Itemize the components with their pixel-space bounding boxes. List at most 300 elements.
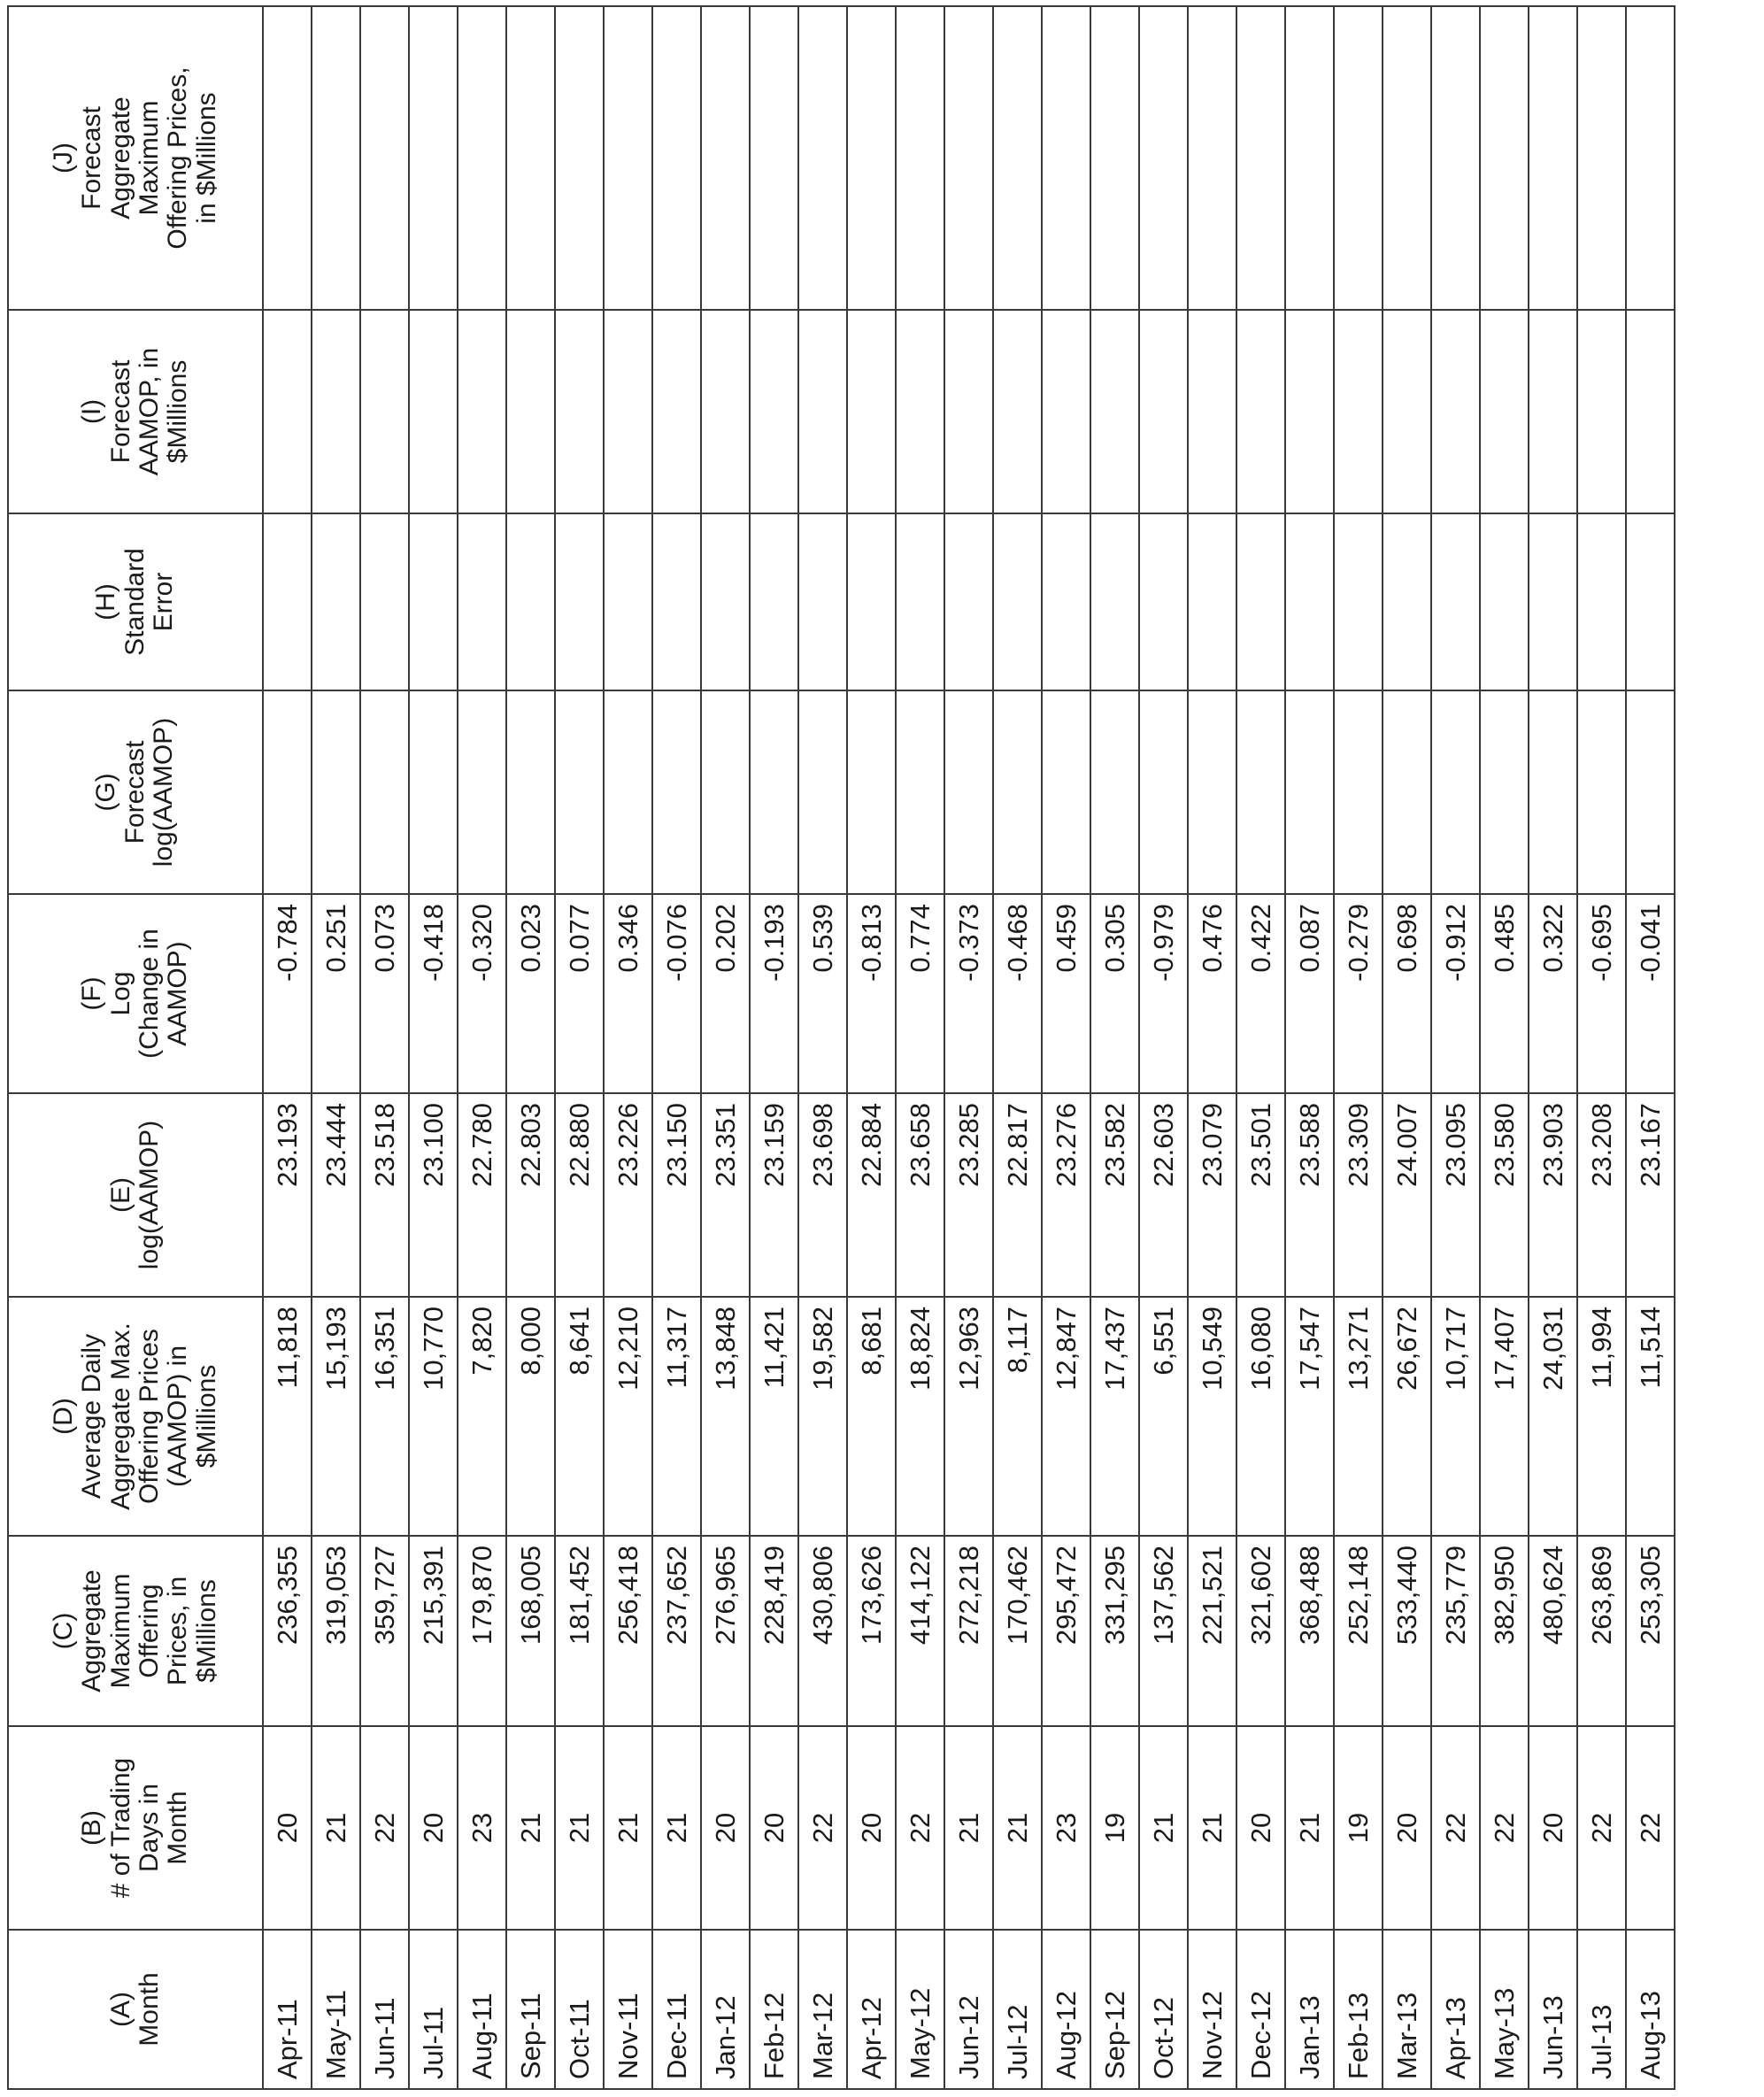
cell-amop: 256,418: [604, 1536, 652, 1726]
cell-log: 23.580: [1480, 1093, 1529, 1297]
cell-change: 0.305: [1090, 894, 1139, 1093]
cell-month: Oct-11: [555, 1930, 604, 2089]
cell-empty: [1626, 310, 1675, 513]
cell-aamop: 11,514: [1626, 1297, 1675, 1536]
table-row: [1090, 6, 1139, 2089]
cell-aamop: 17,547: [1285, 1297, 1334, 1536]
cell-empty: [750, 310, 798, 513]
cell-empty: [652, 513, 701, 690]
cell-log: 23.351: [701, 1093, 750, 1297]
cell-empty: [896, 6, 944, 310]
cell-aamop: 10,717: [1431, 1297, 1480, 1536]
table-row: [1285, 6, 1334, 2089]
cell-empty: [750, 690, 798, 894]
cell-empty: [1042, 6, 1090, 310]
cell-empty: [701, 6, 750, 310]
cell-empty: [1383, 310, 1431, 513]
cell-aamop: 7,820: [458, 1297, 506, 1536]
cell-change: 0.023: [506, 894, 555, 1093]
cell-change: -0.912: [1431, 894, 1480, 1093]
table-row: [1529, 6, 1577, 2089]
cell-month: Jan-12: [701, 1930, 750, 2089]
cell-aamop: 26,672: [1383, 1297, 1431, 1536]
cell-amop: 480,624: [1529, 1536, 1577, 1726]
cell-log: 23.444: [312, 1093, 360, 1297]
cell-empty: [652, 690, 701, 894]
table-row: [993, 6, 1042, 2089]
cell-empty: [312, 690, 360, 894]
cell-empty: [1431, 6, 1480, 310]
table-row: [1383, 6, 1431, 2089]
cell-log: 23.501: [1236, 1093, 1285, 1297]
cell-empty: [1383, 6, 1431, 310]
cell-log: 23.698: [798, 1093, 847, 1297]
cell-log: 23.285: [944, 1093, 993, 1297]
cell-aamop: 6,551: [1139, 1297, 1188, 1536]
cell-log: 22.817: [993, 1093, 1042, 1297]
cell-month: Dec-12: [1236, 1930, 1285, 2089]
cell-month: Feb-13: [1334, 1930, 1383, 2089]
table-row: [360, 6, 409, 2089]
cell-empty: [458, 513, 506, 690]
cell-empty: [1236, 310, 1285, 513]
cell-empty: [944, 690, 993, 894]
cell-empty: [993, 513, 1042, 690]
cell-empty: [1285, 310, 1334, 513]
cell-change: -0.784: [263, 894, 312, 1093]
cell-empty: [1236, 513, 1285, 690]
cell-empty: [798, 513, 847, 690]
cell-amop: 359,727: [360, 1536, 409, 1726]
cell-empty: [1529, 6, 1577, 310]
cell-days: 21: [312, 1726, 360, 1930]
table-row: [1431, 6, 1480, 2089]
cell-empty: [604, 6, 652, 310]
cell-aamop: 8,000: [506, 1297, 555, 1536]
cell-change: -0.076: [652, 894, 701, 1093]
cell-days: 22: [360, 1726, 409, 1930]
column-header-aamop: (D) Average Daily Aggregate Max. Offering Prices (AAMOP) in $Millions: [8, 1297, 263, 1536]
cell-empty: [1188, 690, 1236, 894]
cell-empty: [263, 513, 312, 690]
cell-aamop: 8,117: [993, 1297, 1042, 1536]
cell-empty: [1334, 310, 1383, 513]
cell-log: 23.276: [1042, 1093, 1090, 1297]
cell-empty: [847, 310, 896, 513]
column-header-forecast-log: (G) Forecast log(AAMOP): [8, 690, 263, 894]
cell-days: 20: [1236, 1726, 1285, 1930]
cell-empty: [604, 690, 652, 894]
cell-change: -0.979: [1139, 894, 1188, 1093]
cell-empty: [1334, 690, 1383, 894]
cell-change: 0.087: [1285, 894, 1334, 1093]
table-row: [1042, 6, 1090, 2089]
cell-empty: [1139, 690, 1188, 894]
cell-amop: 331,295: [1090, 1536, 1139, 1726]
cell-aamop: 17,437: [1090, 1297, 1139, 1536]
cell-aamop: 13,848: [701, 1297, 750, 1536]
cell-amop: 295,472: [1042, 1536, 1090, 1726]
cell-days: 21: [506, 1726, 555, 1930]
cell-amop: 253,305: [1626, 1536, 1675, 1726]
cell-change: 0.422: [1236, 894, 1285, 1093]
cell-empty: [555, 6, 604, 310]
cell-amop: 252,148: [1334, 1536, 1383, 1726]
table-row: [701, 6, 750, 2089]
table-row: [409, 6, 458, 2089]
cell-empty: [652, 310, 701, 513]
cell-month: Feb-12: [750, 1930, 798, 2089]
cell-empty: [409, 6, 458, 310]
cell-empty: [604, 310, 652, 513]
cell-amop: 215,391: [409, 1536, 458, 1726]
cell-empty: [1480, 310, 1529, 513]
cell-change: 0.774: [896, 894, 944, 1093]
cell-month: Nov-11: [604, 1930, 652, 2089]
cell-empty: [798, 6, 847, 310]
cell-log: 23.518: [360, 1093, 409, 1297]
column-header-trading-days: (B) # of Trading Days in Month: [8, 1726, 263, 1930]
cell-month: Apr-13: [1431, 1930, 1480, 2089]
table-row: [1480, 6, 1529, 2089]
cell-aamop: 15,193: [312, 1297, 360, 1536]
table-row: [1626, 6, 1675, 2089]
cell-log: 22.880: [555, 1093, 604, 1297]
cell-month: Aug-13: [1626, 1930, 1675, 2089]
cell-days: 21: [1285, 1726, 1334, 1930]
cell-month: Aug-12: [1042, 1930, 1090, 2089]
cell-empty: [1529, 690, 1577, 894]
cell-empty: [1188, 310, 1236, 513]
cell-empty: [1139, 513, 1188, 690]
cell-month: Jun-12: [944, 1930, 993, 2089]
cell-log: 23.309: [1334, 1093, 1383, 1297]
cell-empty: [1090, 310, 1139, 513]
cell-days: 21: [944, 1726, 993, 1930]
cell-empty: [409, 690, 458, 894]
cell-empty: [409, 513, 458, 690]
cell-empty: [1431, 310, 1480, 513]
table-row: [896, 6, 944, 2089]
cell-month: Sep-12: [1090, 1930, 1139, 2089]
cell-days: 23: [1042, 1726, 1090, 1930]
cell-empty: [312, 6, 360, 310]
cell-empty: [701, 690, 750, 894]
cell-empty: [1139, 6, 1188, 310]
table-row: [750, 6, 798, 2089]
cell-month: May-11: [312, 1930, 360, 2089]
cell-empty: [555, 690, 604, 894]
cell-days: 21: [555, 1726, 604, 1930]
cell-aamop: 18,824: [896, 1297, 944, 1536]
cell-empty: [1577, 6, 1626, 310]
cell-empty: [1480, 513, 1529, 690]
cell-empty: [1577, 690, 1626, 894]
cell-empty: [1285, 690, 1334, 894]
cell-change: 0.251: [312, 894, 360, 1093]
column-header-aggregate-max-offering: (C) Aggregate Maximum Offering Prices, in $Millions: [8, 1536, 263, 1726]
table-row: [555, 6, 604, 2089]
column-header-standard-error: (H) Standard Error: [8, 513, 263, 690]
cell-empty: [652, 6, 701, 310]
cell-empty: [798, 310, 847, 513]
cell-empty: [993, 310, 1042, 513]
table-row: [944, 6, 993, 2089]
cell-empty: [1577, 513, 1626, 690]
cell-amop: 263,869: [1577, 1536, 1626, 1726]
cell-empty: [896, 310, 944, 513]
cell-days: 22: [1626, 1726, 1675, 1930]
header-row: [8, 6, 263, 2089]
cell-month: Dec-11: [652, 1930, 701, 2089]
cell-change: 0.073: [360, 894, 409, 1093]
cell-amop: 321,602: [1236, 1536, 1285, 1726]
cell-amop: 276,965: [701, 1536, 750, 1726]
cell-empty: [701, 310, 750, 513]
cell-log: 22.803: [506, 1093, 555, 1297]
cell-empty: [1480, 690, 1529, 894]
cell-empty: [944, 513, 993, 690]
table-row: [1236, 6, 1285, 2089]
cell-month: Jul-12: [993, 1930, 1042, 2089]
cell-month: Jun-13: [1529, 1930, 1577, 2089]
cell-empty: [1042, 310, 1090, 513]
cell-change: 0.077: [555, 894, 604, 1093]
cell-month: Jun-11: [360, 1930, 409, 2089]
cell-empty: [506, 6, 555, 310]
cell-days: 20: [701, 1726, 750, 1930]
cell-days: 22: [1577, 1726, 1626, 1930]
table-row: [458, 6, 506, 2089]
cell-change: 0.202: [701, 894, 750, 1093]
cell-empty: [750, 513, 798, 690]
cell-amop: 236,355: [263, 1536, 312, 1726]
cell-aamop: 16,080: [1236, 1297, 1285, 1536]
cell-month: Mar-12: [798, 1930, 847, 2089]
aamop-table: [7, 5, 1675, 2090]
cell-empty: [458, 690, 506, 894]
cell-log: 23.159: [750, 1093, 798, 1297]
cell-month: Jul-11: [409, 1930, 458, 2089]
cell-days: 21: [604, 1726, 652, 1930]
cell-amop: 181,452: [555, 1536, 604, 1726]
cell-days: 20: [847, 1726, 896, 1930]
cell-change: -0.468: [993, 894, 1042, 1093]
cell-empty: [1042, 690, 1090, 894]
cell-change: -0.193: [750, 894, 798, 1093]
cell-empty: [896, 690, 944, 894]
cell-empty: [604, 513, 652, 690]
cell-change: 0.485: [1480, 894, 1529, 1093]
cell-empty: [1383, 690, 1431, 894]
cell-aamop: 11,421: [750, 1297, 798, 1536]
column-header-month: (A) Month: [8, 1930, 263, 2089]
cell-amop: 272,218: [944, 1536, 993, 1726]
cell-aamop: 12,847: [1042, 1297, 1090, 1536]
cell-empty: [1090, 513, 1139, 690]
cell-empty: [1626, 690, 1675, 894]
cell-empty: [409, 310, 458, 513]
cell-amop: 533,440: [1383, 1536, 1431, 1726]
cell-change: 0.698: [1383, 894, 1431, 1093]
cell-empty: [847, 6, 896, 310]
cell-empty: [993, 6, 1042, 310]
cell-empty: [458, 310, 506, 513]
cell-amop: 319,053: [312, 1536, 360, 1726]
cell-month: Apr-11: [263, 1930, 312, 2089]
cell-aamop: 8,681: [847, 1297, 896, 1536]
cell-empty: [1188, 513, 1236, 690]
column-header-forecast-aggregate: (J) Forecast Aggregate Maximum Offering Prices, in $Millions: [8, 6, 263, 310]
cell-log: 23.079: [1188, 1093, 1236, 1297]
cell-days: 20: [750, 1726, 798, 1930]
cell-aamop: 11,317: [652, 1297, 701, 1536]
cell-month: Nov-12: [1188, 1930, 1236, 2089]
cell-aamop: 17,407: [1480, 1297, 1529, 1536]
cell-log: 23.658: [896, 1093, 944, 1297]
cell-aamop: 24,031: [1529, 1297, 1577, 1536]
table-row: [1188, 6, 1236, 2089]
cell-log: 23.226: [604, 1093, 652, 1297]
cell-empty: [1236, 6, 1285, 310]
cell-days: 20: [409, 1726, 458, 1930]
table-row: [798, 6, 847, 2089]
cell-amop: 168,005: [506, 1536, 555, 1726]
cell-log: 23.193: [263, 1093, 312, 1297]
cell-month: May-13: [1480, 1930, 1529, 2089]
cell-empty: [555, 513, 604, 690]
cell-log: 23.095: [1431, 1093, 1480, 1297]
column-header-log-change: (F) Log (Change in AAMOP): [8, 894, 263, 1093]
table-row: [652, 6, 701, 2089]
table-row: [847, 6, 896, 2089]
cell-empty: [1626, 6, 1675, 310]
cell-empty: [458, 6, 506, 310]
cell-amop: 173,626: [847, 1536, 896, 1726]
cell-aamop: 10,549: [1188, 1297, 1236, 1536]
cell-month: Apr-12: [847, 1930, 896, 2089]
cell-empty: [1383, 513, 1431, 690]
cell-log: 23.150: [652, 1093, 701, 1297]
cell-empty: [1431, 690, 1480, 894]
cell-empty: [263, 6, 312, 310]
cell-month: Jul-13: [1577, 1930, 1626, 2089]
cell-days: 23: [458, 1726, 506, 1930]
cell-amop: 170,462: [993, 1536, 1042, 1726]
cell-days: 22: [1431, 1726, 1480, 1930]
table-row: [604, 6, 652, 2089]
cell-amop: 430,806: [798, 1536, 847, 1726]
table-row: [1139, 6, 1188, 2089]
cell-month: Oct-12: [1139, 1930, 1188, 2089]
cell-empty: [1431, 513, 1480, 690]
cell-empty: [263, 690, 312, 894]
table-body: [263, 6, 1675, 2089]
cell-days: 22: [798, 1726, 847, 1930]
cell-month: Jan-13: [1285, 1930, 1334, 2089]
cell-aamop: 11,994: [1577, 1297, 1626, 1536]
cell-empty: [1529, 513, 1577, 690]
cell-days: 20: [1383, 1726, 1431, 1930]
cell-days: 20: [263, 1726, 312, 1930]
cell-empty: [1577, 310, 1626, 513]
cell-empty: [1188, 6, 1236, 310]
cell-days: 21: [1188, 1726, 1236, 1930]
cell-empty: [360, 6, 409, 310]
cell-change: -0.279: [1334, 894, 1383, 1093]
cell-empty: [506, 690, 555, 894]
cell-change: -0.695: [1577, 894, 1626, 1093]
cell-change: -0.418: [409, 894, 458, 1093]
cell-empty: [1090, 690, 1139, 894]
cell-log: 22.884: [847, 1093, 896, 1297]
cell-empty: [555, 310, 604, 513]
cell-empty: [896, 513, 944, 690]
cell-change: -0.041: [1626, 894, 1675, 1093]
cell-month: Aug-11: [458, 1930, 506, 2089]
cell-days: 20: [1529, 1726, 1577, 1930]
cell-amop: 382,950: [1480, 1536, 1529, 1726]
cell-days: 21: [1139, 1726, 1188, 1930]
cell-days: 19: [1334, 1726, 1383, 1930]
cell-log: 22.603: [1139, 1093, 1188, 1297]
cell-empty: [506, 513, 555, 690]
cell-amop: 179,870: [458, 1536, 506, 1726]
cell-log: 22.780: [458, 1093, 506, 1297]
cell-aamop: 10,770: [409, 1297, 458, 1536]
cell-empty: [1334, 6, 1383, 310]
cell-aamop: 12,963: [944, 1297, 993, 1536]
cell-aamop: 13,271: [1334, 1297, 1383, 1536]
cell-empty: [506, 310, 555, 513]
cell-aamop: 11,818: [263, 1297, 312, 1536]
cell-empty: [312, 513, 360, 690]
cell-change: -0.373: [944, 894, 993, 1093]
cell-empty: [1042, 513, 1090, 690]
cell-empty: [847, 690, 896, 894]
cell-days: 22: [1480, 1726, 1529, 1930]
cell-log: 23.588: [1285, 1093, 1334, 1297]
cell-empty: [1285, 6, 1334, 310]
table-row: [1334, 6, 1383, 2089]
cell-amop: 137,562: [1139, 1536, 1188, 1726]
table-row: [312, 6, 360, 2089]
cell-empty: [1529, 310, 1577, 513]
cell-empty: [798, 690, 847, 894]
column-header-log-aamop: (E) log(AAMOP): [8, 1093, 263, 1297]
cell-days: 21: [652, 1726, 701, 1930]
cell-log: 23.903: [1529, 1093, 1577, 1297]
cell-empty: [1626, 513, 1675, 690]
table-row: [1577, 6, 1626, 2089]
cell-amop: 237,652: [652, 1536, 701, 1726]
cell-empty: [1090, 6, 1139, 310]
cell-amop: 414,122: [896, 1536, 944, 1726]
cell-empty: [1285, 513, 1334, 690]
cell-log: 23.582: [1090, 1093, 1139, 1297]
cell-month: May-12: [896, 1930, 944, 2089]
cell-amop: 235,779: [1431, 1536, 1480, 1726]
cell-change: -0.320: [458, 894, 506, 1093]
cell-empty: [360, 310, 409, 513]
cell-empty: [1480, 6, 1529, 310]
cell-change: 0.322: [1529, 894, 1577, 1093]
cell-change: 0.346: [604, 894, 652, 1093]
cell-empty: [1139, 310, 1188, 513]
cell-log: 24.007: [1383, 1093, 1431, 1297]
cell-log: 23.208: [1577, 1093, 1626, 1297]
cell-empty: [312, 310, 360, 513]
